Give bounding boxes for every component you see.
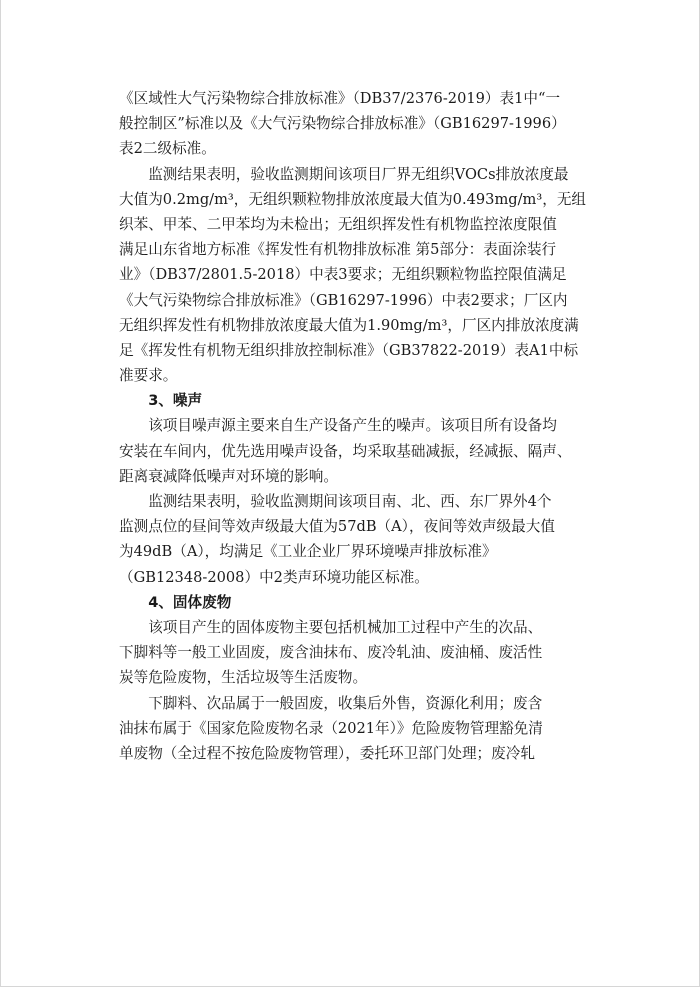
- text-line: 表2二级标准。: [119, 140, 216, 158]
- text-line: 该项目噪声源主要来自生产设备产生的噪声。该项目所有设备均: [119, 417, 557, 435]
- text-line: 距离衰减降低噪声对环境的影响。: [119, 467, 338, 485]
- text-line: 满足山东省地方标准《挥发性有机物排放标准 第5部分：表面涂装行: [119, 241, 557, 259]
- text-line: 足《挥发性有机物无组织排放控制标准》（GB37822-2019）表A1中标: [119, 341, 579, 359]
- text-line: 无组织挥发性有机物排放浓度最大值为1.90mg/m³，厂区内排放浓度满: [119, 316, 579, 334]
- text-line: 油抹布属于《国家危险废物名录（2021年）》危险废物管理豁免清: [119, 719, 543, 737]
- text-line: 织苯、甲苯、二甲苯均为未检出；无组织挥发性有机物监控浓度限值: [119, 215, 557, 233]
- text-line: 般控制区”标准以及《大气污染物综合排放标准》（GB16297-1996）: [119, 115, 566, 133]
- text-line: 监测点位的昼间等效声级最大值为57dB（A），夜间等效声级最大值: [119, 518, 555, 536]
- paragraph-noise-monitoring: [119, 489, 619, 590]
- document-body: [119, 86, 619, 766]
- paragraph-waste-handling: [119, 691, 619, 767]
- text-line: 《大气污染物综合排放标准》（GB16297-1996）中表2要求；厂区内: [119, 291, 568, 309]
- text-line: 安装在车间内，优先选用噪声设备，均采取基础减振，经减振、隔声、: [119, 442, 572, 460]
- paragraph-air-monitoring: [119, 162, 619, 389]
- text-line: （GB12348-2008）中2类声环境功能区标准。: [119, 568, 429, 586]
- section-heading-solid-waste: 4、固体废物: [119, 593, 232, 611]
- paragraph-noise-sources: [119, 413, 619, 489]
- text-line: 下脚料、次品属于一般固废，收集后外售，资源化利用；废含: [119, 694, 543, 712]
- section-heading-noise: 3、噪声: [119, 392, 203, 410]
- paragraph-standards: [119, 86, 619, 162]
- text-line: 该项目产生的固体废物主要包括机械加工过程中产生的次品、: [119, 618, 543, 636]
- paragraph-waste-types: [119, 615, 619, 691]
- text-line: 炭等危险废物，生活垃圾等生活废物。: [119, 669, 368, 687]
- text-line: 单废物（全过程不按危险废物管理），委托环卫部门处理；废冷轧: [119, 744, 535, 762]
- text-line: 下脚料等一般工业固废，废含油抹布、废冷轧油、废油桶、废活性: [119, 644, 543, 662]
- text-line: 监测结果表明，验收监测期间该项目南、北、西、东厂界外4个: [119, 493, 552, 510]
- text-line: 大值为0.2mg/m³，无组织颗粒物排放浓度最大值为0.493mg/m³，无组: [119, 190, 587, 208]
- text-line: 准要求。: [119, 367, 178, 385]
- text-line: 业》（DB37/2801.5-2018）中表3要求；无组织颗粒物监控限值满足: [119, 266, 567, 284]
- text-line: 监测结果表明，验收监测期间该项目厂界无组织VOCs排放浓度最: [119, 165, 569, 183]
- text-line: 《区域性大气污染物综合排放标准》（DB37/2376-2019）表1中“一: [119, 90, 561, 107]
- text-line: 为49dB（A），均满足《工业企业厂界环境噪声排放标准》: [119, 543, 497, 561]
